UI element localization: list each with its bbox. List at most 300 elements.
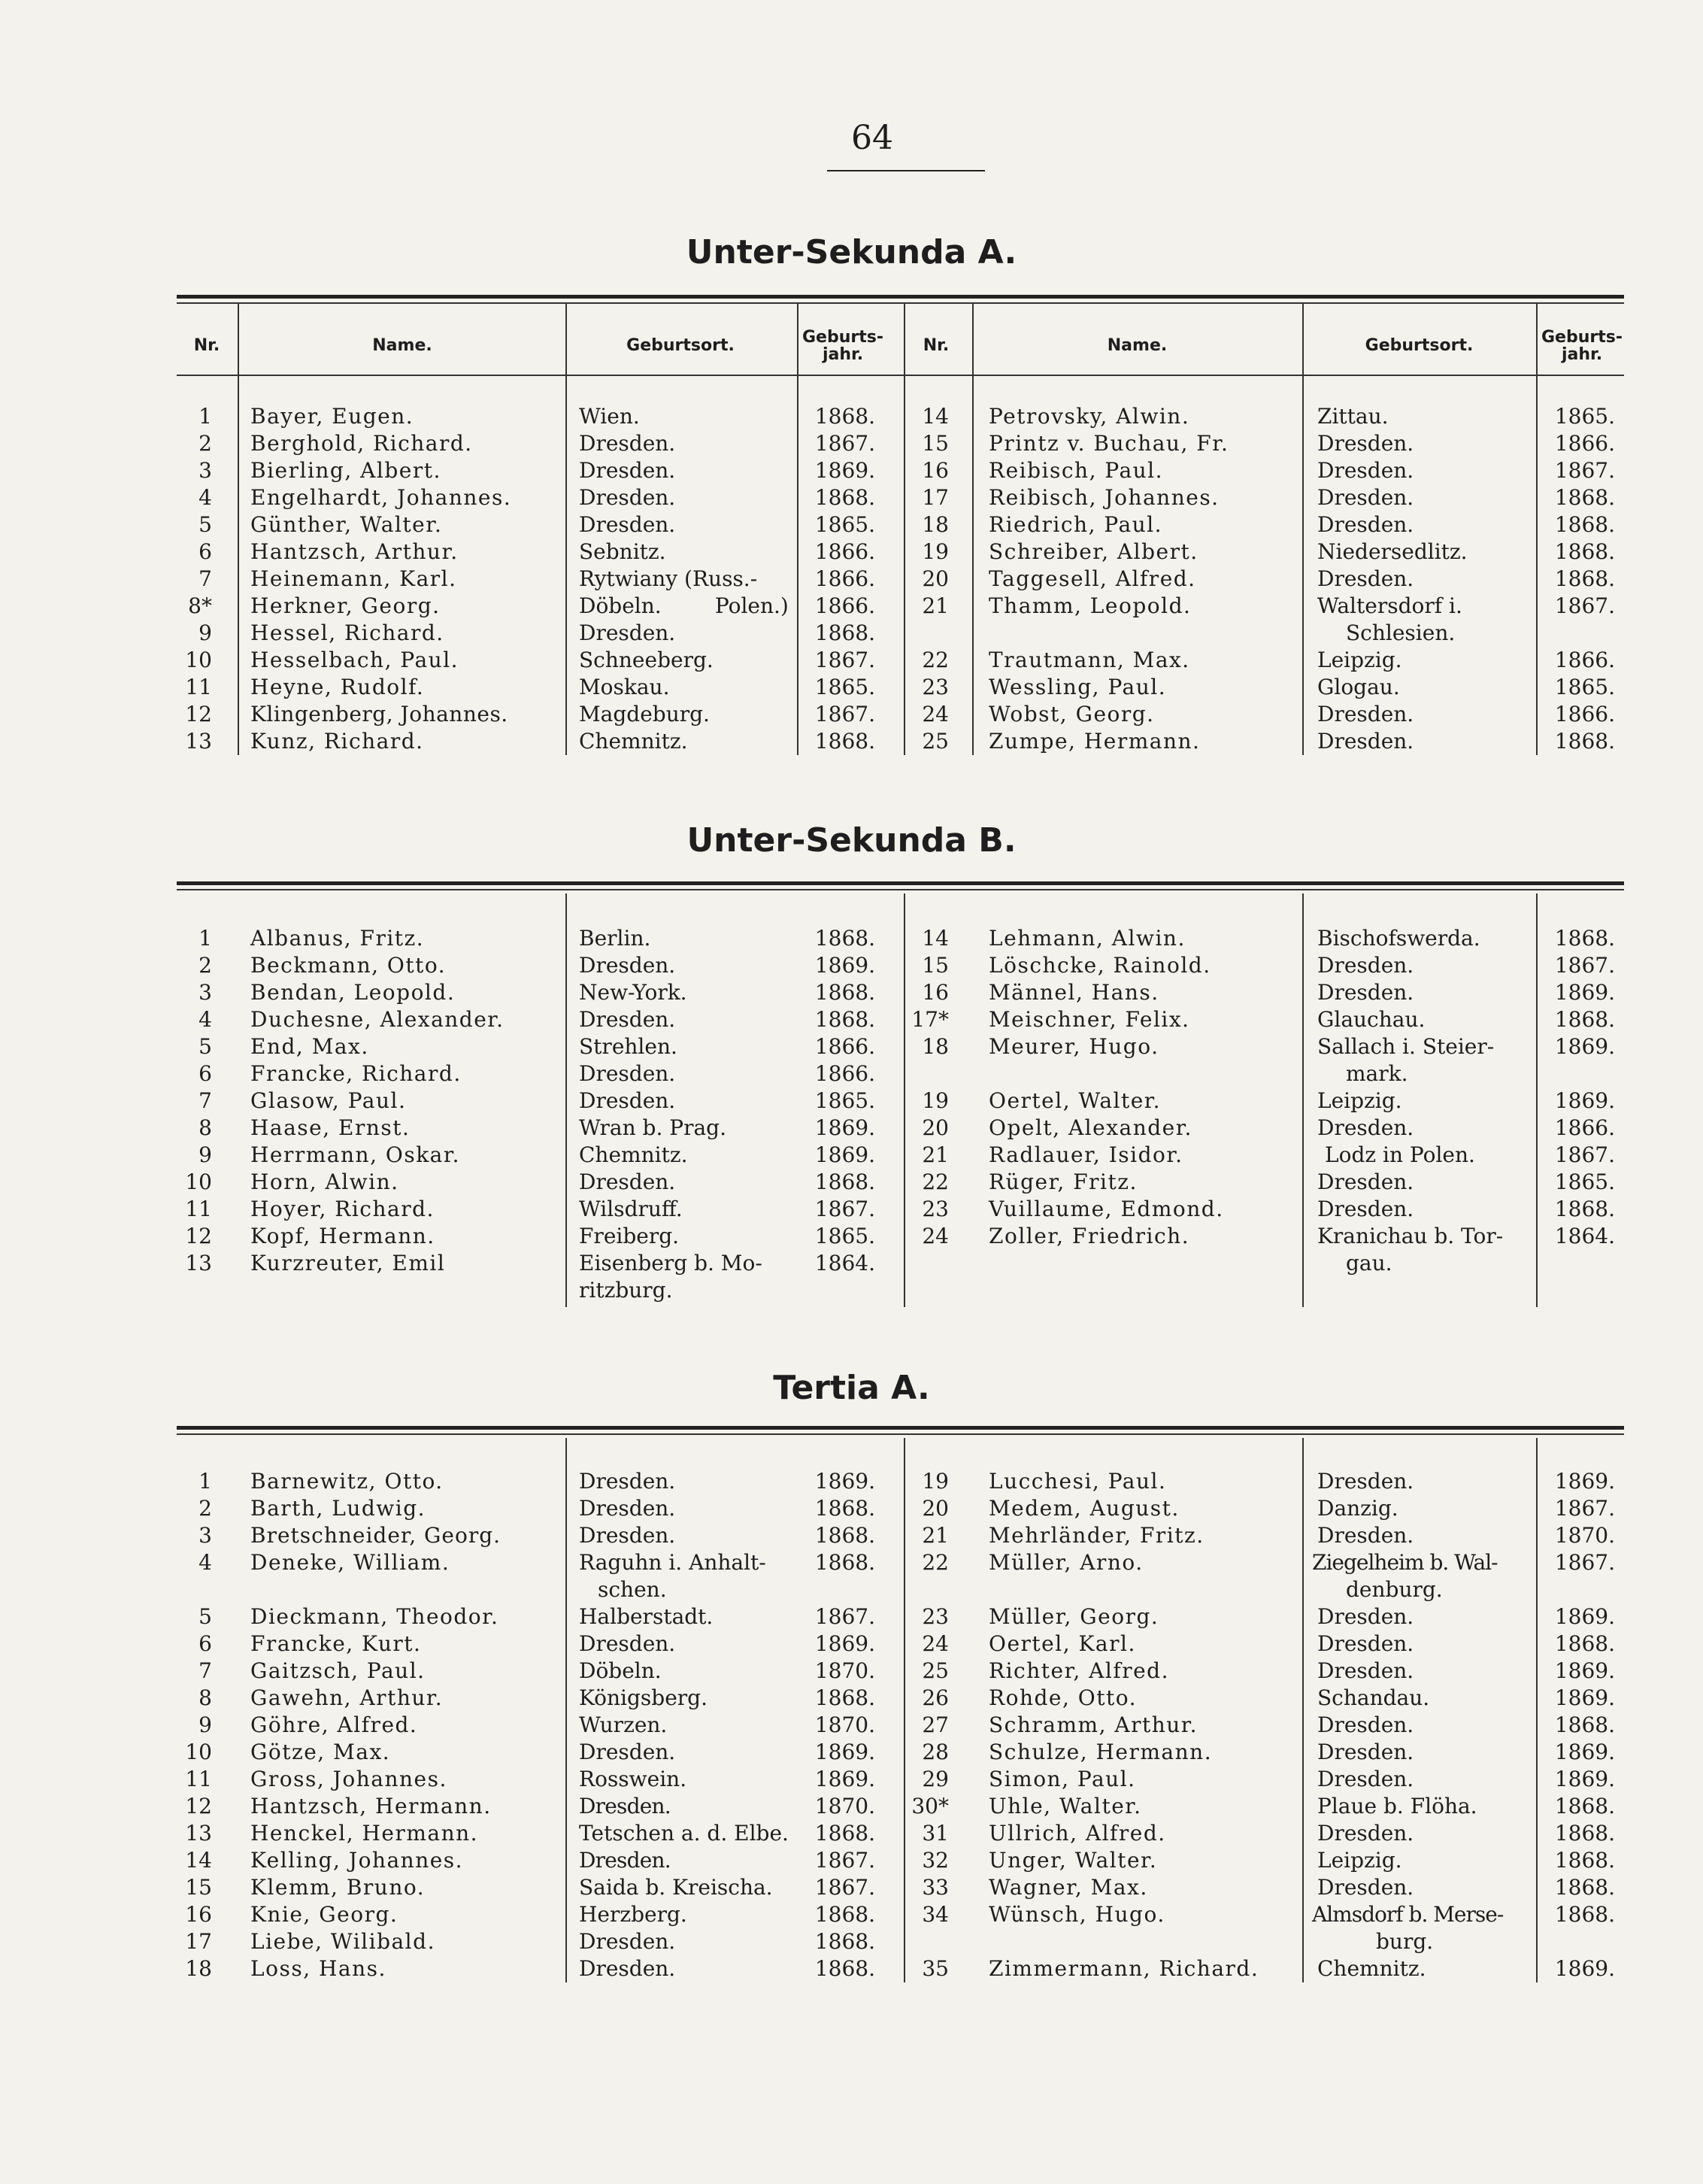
table-row <box>0 566 1703 593</box>
row-birthyear: 1865. <box>1554 675 1615 699</box>
row-birthplace-continued: mark. <box>1346 1061 1408 1086</box>
row-nr: 32 <box>922 1848 949 1873</box>
table-row <box>0 1793 1703 1820</box>
row-nr: 2 <box>198 1496 212 1521</box>
row-name: Gawehn, Arthur. <box>250 1685 444 1710</box>
row-name: Reibisch, Paul. <box>989 458 1164 483</box>
row-nr: 7 <box>198 1658 212 1683</box>
table-row <box>0 1955 1703 1982</box>
row-nr: 21 <box>922 1523 949 1548</box>
row-birthyear: 1868. <box>1554 539 1615 564</box>
row-birthyear: 1869. <box>814 1767 875 1791</box>
row-nr: 23 <box>922 675 949 699</box>
row-birthyear: 1866. <box>1554 702 1615 726</box>
header-year-left <box>798 323 887 369</box>
row-birthplace: Dresden. <box>1317 1740 1414 1764</box>
row-nr: 13 <box>185 729 212 754</box>
row-birthyear: 1865. <box>1554 1169 1615 1194</box>
row-name: Schulze, Hermann. <box>989 1740 1213 1764</box>
row-birthplace: Berlin. <box>579 926 651 951</box>
header-year-line2: jahr. <box>822 345 864 364</box>
row-nr: 4 <box>198 1550 212 1575</box>
table-row <box>0 1928 1703 1955</box>
row-birthplace: Dresden. <box>1317 1197 1414 1221</box>
row-name: End, Max. <box>250 1034 369 1059</box>
row-birthyear: 1868. <box>814 1496 875 1521</box>
row-nr: 10 <box>185 1169 212 1194</box>
table-row <box>0 620 1703 647</box>
row-nr: 8 <box>198 1115 212 1140</box>
row-birthyear: 1866. <box>814 539 875 564</box>
row-name: Barth, Ludwig. <box>250 1496 426 1521</box>
row-birthyear: 1868. <box>814 729 875 754</box>
row-birthyear: 1868. <box>1554 1821 1615 1846</box>
row-birthplace: Dresden. <box>1317 1821 1414 1846</box>
row-name: Kurzreuter, Emil <box>250 1251 446 1276</box>
row-nr: 35 <box>922 1956 949 1981</box>
row-birthplace: Freiberg. <box>579 1224 680 1248</box>
section-title-unter-sekunda-a: Unter-Sekunda A. <box>686 233 1017 271</box>
row-nr: 13 <box>185 1251 212 1276</box>
row-birthyear: 1868. <box>1554 1712 1615 1737</box>
row-birthplace-continued: burg. <box>1376 1929 1434 1954</box>
row-nr: 20 <box>922 1115 949 1140</box>
row-nr: 9 <box>198 1712 212 1737</box>
row-nr: 21 <box>922 593 949 618</box>
row-birthplace: Niedersedlitz. <box>1317 539 1468 564</box>
row-birthplace: Dresden. <box>579 1929 676 1954</box>
table-top-rule <box>177 889 1624 890</box>
row-nr: 33 <box>922 1875 949 1900</box>
row-nr: 23 <box>922 1197 949 1221</box>
row-name: Glasow, Paul. <box>250 1088 407 1113</box>
table-row <box>0 1739 1703 1766</box>
row-name: Müller, Georg. <box>989 1604 1159 1629</box>
row-birthplace: Dresden. <box>1317 1712 1414 1737</box>
row-birthplace: Saida b. Kreischa. <box>579 1875 773 1900</box>
table-row <box>0 674 1703 701</box>
row-nr: 22 <box>922 1169 949 1194</box>
row-name: Trautmann, Max. <box>989 648 1190 672</box>
row-birthplace: Glauchau. <box>1317 1007 1426 1032</box>
row-birthyear: 1865. <box>814 675 875 699</box>
table-row <box>0 701 1703 728</box>
row-birthplace-continued: ritzburg. <box>579 1278 673 1303</box>
row-birthyear: 1866. <box>814 1034 875 1059</box>
row-birthplace: Dresden. <box>1317 512 1414 537</box>
row-birthyear: 1868. <box>814 1902 875 1927</box>
row-nr: 19 <box>922 539 949 564</box>
row-name: Beckmann, Otto. <box>250 953 447 978</box>
row-name: Meischner, Felix. <box>989 1007 1190 1032</box>
row-name: Klingenberg, Johannes. <box>250 702 508 726</box>
table-row <box>0 1169 1703 1196</box>
row-nr: 15 <box>185 1875 212 1900</box>
row-nr: 27 <box>922 1712 949 1737</box>
row-name: Albanus, Fritz. <box>250 926 425 951</box>
row-birthplace: Schandau. <box>1317 1685 1430 1710</box>
row-birthyear: 1869. <box>1554 1088 1615 1113</box>
row-nr: 21 <box>922 1142 949 1167</box>
row-name: Simon, Paul. <box>989 1767 1136 1791</box>
header-year-right <box>1538 323 1626 369</box>
row-name: Horn, Alwin. <box>250 1169 399 1194</box>
row-birthyear: 1867. <box>814 702 875 726</box>
row-birthyear: 1868. <box>814 485 875 510</box>
header-year-line2: jahr. <box>1561 345 1603 364</box>
row-nr: 8* <box>188 593 212 618</box>
row-birthyear: 1868. <box>1554 1794 1615 1818</box>
table-top-rule <box>177 295 1624 299</box>
row-birthyear: 1870. <box>814 1794 875 1818</box>
row-nr: 18 <box>922 1034 949 1059</box>
row-birthyear: 1868. <box>814 1169 875 1194</box>
row-birthyear: 1866. <box>1554 431 1615 456</box>
table-row <box>0 1576 1703 1603</box>
row-birthplace: Dresden. <box>1317 1658 1414 1683</box>
table-row <box>0 979 1703 1006</box>
row-birthplace: Döbeln. Polen.) <box>579 593 789 618</box>
row-name: Loss, Hans. <box>250 1956 386 1981</box>
row-nr: 15 <box>922 431 949 456</box>
row-birthyear: 1869. <box>1554 1956 1615 1981</box>
row-birthplace: Dresden. <box>1317 953 1414 978</box>
row-birthplace: Dresden. <box>1317 1469 1414 1494</box>
row-birthplace: Dresden. <box>1317 1875 1414 1900</box>
row-name: Hoyer, Richard. <box>250 1197 435 1221</box>
row-nr: 29 <box>922 1767 949 1791</box>
row-birthyear: 1868. <box>814 404 875 429</box>
row-nr: 25 <box>922 1658 949 1683</box>
row-birthyear: 1865. <box>814 1088 875 1113</box>
row-nr: 9 <box>198 620 212 645</box>
row-birthplace: Dresden. <box>579 1169 676 1194</box>
header-bottom-rule <box>177 375 1624 376</box>
row-birthyear: 1867. <box>814 431 875 456</box>
row-birthplace: Leipzig. <box>1317 648 1402 672</box>
row-name: Lucchesi, Paul. <box>989 1469 1167 1494</box>
row-birthyear: 1869. <box>814 1142 875 1167</box>
table-row <box>0 1712 1703 1739</box>
table-top-rule <box>177 1426 1624 1430</box>
table-row <box>0 1223 1703 1250</box>
row-birthyear: 1868. <box>814 1929 875 1954</box>
row-nr: 17* <box>911 1007 949 1032</box>
row-birthplace: Dresden. <box>1317 1604 1414 1629</box>
row-name: Bayer, Eugen. <box>250 404 414 429</box>
row-birthplace: Raguhn i. Anhalt- <box>579 1550 766 1575</box>
row-name: Berghold, Richard. <box>250 431 473 456</box>
row-nr: 15 <box>922 953 949 978</box>
row-name: Bierling, Albert. <box>250 458 441 483</box>
row-birthyear: 1868. <box>1554 1848 1615 1873</box>
row-name: Uhle, Walter. <box>989 1794 1142 1818</box>
row-nr: 28 <box>922 1740 949 1764</box>
row-birthplace: Dresden. <box>579 431 676 456</box>
row-birthplace: Dresden. <box>1317 1169 1414 1194</box>
table-top-rule <box>177 1433 1624 1435</box>
row-nr: 14 <box>922 926 949 951</box>
row-name: Zumpe, Hermann. <box>989 729 1201 754</box>
row-birthyear: 1866. <box>1554 1115 1615 1140</box>
row-birthyear: 1866. <box>814 593 875 618</box>
row-nr: 11 <box>185 1197 212 1221</box>
row-name: Herrmann, Oskar. <box>250 1142 461 1167</box>
row-nr: 7 <box>198 566 212 591</box>
row-name: Günther, Walter. <box>250 512 443 537</box>
row-birthyear: 1867. <box>814 1848 875 1873</box>
row-birthyear: 1868. <box>814 1523 875 1548</box>
row-birthplace: Rytwiany (Russ.- <box>579 566 758 591</box>
table-row <box>0 457 1703 484</box>
row-nr: 13 <box>185 1821 212 1846</box>
header-year-line1: Geburts- <box>1541 327 1623 347</box>
row-name: Mehrländer, Fritz. <box>989 1523 1205 1548</box>
row-birthplace: Dresden. <box>1317 1631 1414 1656</box>
row-name: Klemm, Bruno. <box>250 1875 426 1900</box>
row-birthplace: Eisenberg b. Mo- <box>579 1251 762 1276</box>
row-birthplace: Chemnitz. <box>1317 1956 1426 1981</box>
row-birthyear: 1869. <box>1554 1685 1615 1710</box>
table-row <box>0 1874 1703 1901</box>
row-name: Reibisch, Johannes. <box>989 485 1220 510</box>
row-name: Hesselbach, Paul. <box>250 648 459 672</box>
row-name: Wagner, Max. <box>989 1875 1148 1900</box>
row-name: Haase, Ernst. <box>250 1115 411 1140</box>
table-row <box>0 538 1703 566</box>
row-birthyear: 1867. <box>1554 593 1615 618</box>
row-birthyear: 1870. <box>1554 1523 1615 1548</box>
row-birthplace: New-York. <box>579 980 687 1005</box>
table-row <box>0 1630 1703 1658</box>
row-birthplace: Leipzig. <box>1317 1088 1402 1113</box>
table-row <box>0 484 1703 511</box>
row-birthplace: Dresden. <box>1317 702 1414 726</box>
row-birthyear: 1864. <box>814 1251 875 1276</box>
row-nr: 30* <box>911 1794 949 1818</box>
row-name: Wobst, Georg. <box>989 702 1155 726</box>
row-birthplace: Ziegelheim b. Wal- <box>1312 1550 1498 1575</box>
row-birthyear: 1867. <box>1554 1142 1615 1167</box>
row-nr: 1 <box>198 926 212 951</box>
row-nr: 20 <box>922 1496 949 1521</box>
row-birthplace: Dresden. <box>579 1631 676 1656</box>
row-birthplace: Dresden. <box>579 1740 676 1764</box>
row-nr: 17 <box>185 1929 212 1954</box>
row-birthyear: 1867. <box>1554 953 1615 978</box>
row-birthyear: 1867. <box>814 1875 875 1900</box>
row-name: Herkner, Georg. <box>250 593 441 618</box>
row-name: Hantzsch, Arthur. <box>250 539 459 564</box>
table-row <box>0 430 1703 457</box>
page-number-rule <box>827 170 985 171</box>
table-row <box>0 1522 1703 1549</box>
row-nr: 3 <box>198 980 212 1005</box>
row-birthyear: 1869. <box>1554 980 1615 1005</box>
row-nr: 16 <box>922 458 949 483</box>
row-birthplace: Dresden. <box>579 1956 676 1981</box>
row-birthyear: 1868. <box>814 1821 875 1846</box>
row-nr: 4 <box>198 1007 212 1032</box>
row-birthyear: 1865. <box>814 1224 875 1248</box>
row-birthplace: Dresden. <box>579 1848 671 1873</box>
row-nr: 20 <box>922 566 949 591</box>
row-birthyear: 1870. <box>814 1658 875 1683</box>
row-birthyear: 1870. <box>814 1712 875 1737</box>
row-nr: 7 <box>198 1088 212 1113</box>
row-nr: 12 <box>185 1794 212 1818</box>
row-birthplace: Dresden. <box>579 512 676 537</box>
row-nr: 8 <box>198 1685 212 1710</box>
row-birthyear: 1868. <box>1554 566 1615 591</box>
row-nr: 1 <box>198 404 212 429</box>
row-nr: 1 <box>198 1469 212 1494</box>
row-birthplace: Dresden. <box>1317 458 1414 483</box>
row-birthplace: Dresden. <box>1317 980 1414 1005</box>
row-birthplace: Dresden. <box>579 953 676 978</box>
row-nr: 5 <box>198 512 212 537</box>
row-name: Gaitzsch, Paul. <box>250 1658 426 1683</box>
row-birthyear: 1869. <box>814 1115 875 1140</box>
table-row <box>0 1549 1703 1576</box>
row-birthyear: 1869. <box>814 458 875 483</box>
row-birthyear: 1868. <box>814 1685 875 1710</box>
row-birthplace: Wilsdruff. <box>579 1197 683 1221</box>
row-birthplace-continued: Schlesien. <box>1346 620 1456 645</box>
row-name: Schramm, Arthur. <box>989 1712 1198 1737</box>
row-birthyear: 1868. <box>1554 729 1615 754</box>
table-top-rule <box>177 302 1624 304</box>
row-birthyear: 1869. <box>1554 1767 1615 1791</box>
row-name: Rohde, Otto. <box>989 1685 1137 1710</box>
row-birthyear: 1868. <box>814 620 875 645</box>
row-birthplace: Halberstadt. <box>579 1604 714 1629</box>
row-nr: 16 <box>922 980 949 1005</box>
row-birthyear: 1868. <box>1554 1631 1615 1656</box>
row-birthyear: 1867. <box>814 1604 875 1629</box>
row-birthyear: 1866. <box>814 566 875 591</box>
row-birthyear: 1869. <box>814 953 875 978</box>
table-row <box>0 1603 1703 1630</box>
row-birthplace: Dresden. <box>579 1794 671 1818</box>
row-name: Heyne, Rudolf. <box>250 675 425 699</box>
row-birthplace: Dresden. <box>1317 431 1414 456</box>
table-row <box>0 1087 1703 1115</box>
row-birthplace: Almsdorf b. Merse- <box>1312 1902 1504 1927</box>
row-nr: 25 <box>922 729 949 754</box>
table-row <box>0 728 1703 755</box>
row-name: Rüger, Fritz. <box>989 1169 1138 1194</box>
row-birthplace: Dresden. <box>579 1523 676 1548</box>
header-name-left: Name. <box>372 336 432 356</box>
row-nr: 31 <box>922 1821 949 1846</box>
table-row <box>0 1658 1703 1685</box>
row-birthyear: 1867. <box>814 1197 875 1221</box>
table-row <box>0 1901 1703 1928</box>
row-birthplace: Dresden. <box>579 1007 676 1032</box>
row-birthyear: 1868. <box>1554 1197 1615 1221</box>
table-row <box>0 1115 1703 1142</box>
table-row <box>0 1495 1703 1522</box>
row-nr: 6 <box>198 1061 212 1086</box>
row-birthyear: 1869. <box>814 1631 875 1656</box>
row-birthyear: 1867. <box>1554 1550 1615 1575</box>
row-name: Hessel, Richard. <box>250 620 444 645</box>
table-row <box>0 647 1703 674</box>
row-birthplace: Dresden. <box>1317 1523 1414 1548</box>
row-birthyear: 1868. <box>1554 1902 1615 1927</box>
row-name: Oertel, Karl. <box>989 1631 1136 1656</box>
table-row <box>0 1468 1703 1495</box>
row-birthplace: Dresden. <box>579 485 676 510</box>
row-name: Petrovsky, Alwin. <box>989 404 1190 429</box>
row-name: Radlauer, Isidor. <box>989 1142 1183 1167</box>
row-name: Riedrich, Paul. <box>989 512 1163 537</box>
row-nr: 24 <box>922 702 949 726</box>
header-place-left: Geburtsort. <box>626 336 735 356</box>
row-birthyear: 1869. <box>1554 1604 1615 1629</box>
row-name: Henckel, Hermann. <box>250 1821 479 1846</box>
row-nr: 26 <box>922 1685 949 1710</box>
row-nr: 11 <box>185 675 212 699</box>
row-name: Wessling, Paul. <box>989 675 1167 699</box>
header-place-right: Geburtsort. <box>1365 336 1474 356</box>
row-birthyear: 1868. <box>814 1956 875 1981</box>
table-row <box>0 1685 1703 1712</box>
header-nr-left: Nr. <box>193 336 220 356</box>
row-name: Unger, Walter. <box>989 1848 1158 1873</box>
row-birthyear: 1868. <box>814 1007 875 1032</box>
table-row <box>0 593 1703 620</box>
row-birthplace: Sallach i. Steier- <box>1317 1034 1495 1059</box>
row-name: Francke, Kurt. <box>250 1631 422 1656</box>
row-birthplace: Königsberg. <box>579 1685 708 1710</box>
row-name: Bendan, Leopold. <box>250 980 456 1005</box>
row-birthyear: 1869. <box>814 1740 875 1764</box>
row-birthyear: 1865. <box>1554 404 1615 429</box>
row-nr: 18 <box>922 512 949 537</box>
row-birthplace: Bischofswerda. <box>1317 926 1480 951</box>
row-name: Zoller, Friedrich. <box>989 1224 1190 1248</box>
row-birthyear: 1866. <box>1554 648 1615 672</box>
row-birthplace: Wurzen. <box>579 1712 668 1737</box>
row-birthplace: Dresden. <box>1317 1767 1414 1791</box>
row-birthyear: 1868. <box>1554 926 1615 951</box>
row-birthyear: 1869. <box>1554 1658 1615 1683</box>
row-birthplace: Herzberg. <box>579 1902 687 1927</box>
row-name: Lehmann, Alwin. <box>989 926 1186 951</box>
row-nr: 2 <box>198 431 212 456</box>
row-name: Schreiber, Albert. <box>989 539 1198 564</box>
row-name: Deneke, William. <box>250 1550 450 1575</box>
table-row <box>0 1196 1703 1223</box>
row-birthplace: Wien. <box>579 404 640 429</box>
row-birthplace: Chemnitz. <box>579 1142 688 1167</box>
row-nr: 19 <box>922 1088 949 1113</box>
row-nr: 34 <box>922 1902 949 1927</box>
row-birthplace: Dresden. <box>579 1061 676 1086</box>
row-nr: 5 <box>198 1604 212 1629</box>
table-row <box>0 1250 1703 1277</box>
table-top-rule <box>177 881 1624 885</box>
row-name: Heinemann, Karl. <box>250 566 457 591</box>
header-name-right: Name. <box>1107 336 1168 356</box>
row-birthplace-continued: denburg. <box>1346 1577 1443 1602</box>
row-name: Taggesell, Alfred. <box>989 566 1196 591</box>
row-birthyear: 1865. <box>814 512 875 537</box>
row-nr: 11 <box>185 1767 212 1791</box>
table-row <box>0 1766 1703 1793</box>
